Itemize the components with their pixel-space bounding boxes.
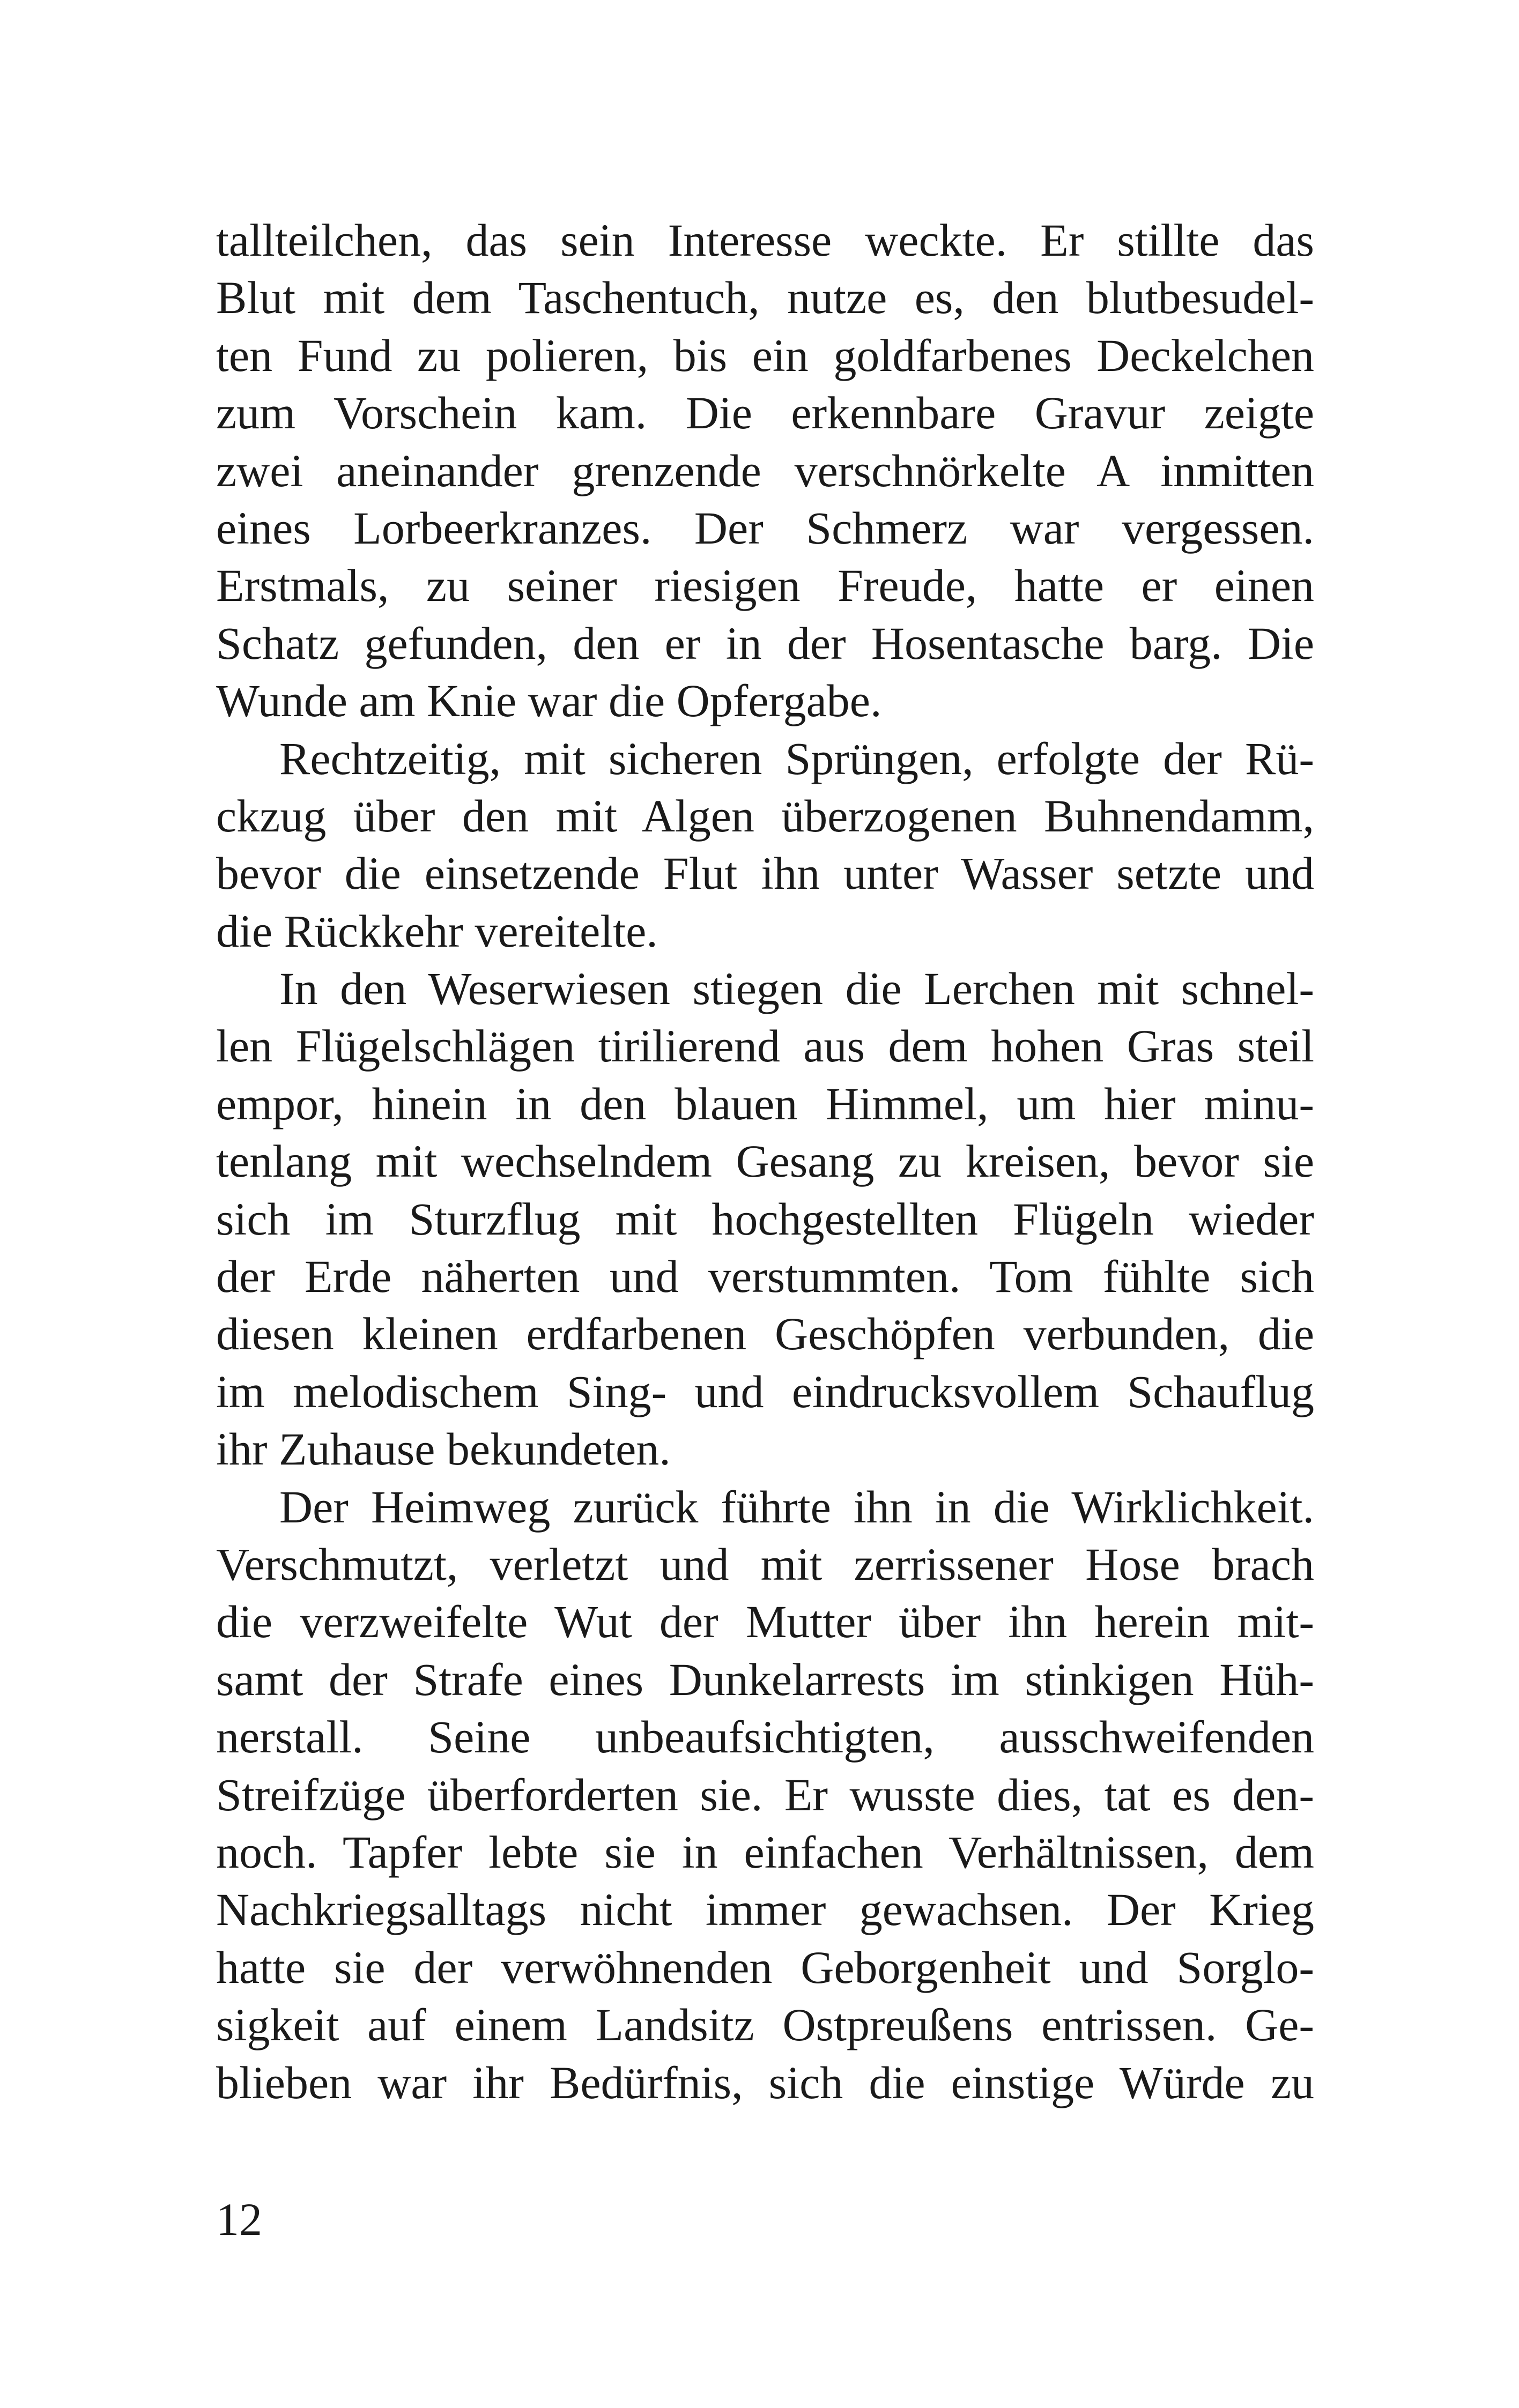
- text-line: Der Heimweg zurück führte ihn in die Wirklichkeit.: [279, 1481, 1314, 1533]
- text-line: Blut mit dem Taschentuch, nutze es, den blutbesudel-: [216, 272, 1314, 324]
- text-line: Rechtzeitig, mit sicheren Sprüngen, erfolgte der Rü-: [279, 732, 1314, 784]
- text-line: empor, hinein in den blauen Himmel, um hier minu-: [216, 1077, 1314, 1129]
- text-line: tallteilchen, das sein Interesse weckte. Er stillte das: [216, 214, 1314, 266]
- text-line: len Flügelschlägen tirilierend aus dem hohen Gras steil: [216, 1020, 1314, 1072]
- text-line: In den Weserwiesen stiegen die Lerchen mit schnel-: [279, 963, 1314, 1015]
- text-line: im melodischem Sing- und eindrucksvollem Schauflug: [216, 1365, 1314, 1417]
- text-line: zum Vorschein kam. Die erkennbare Gravur zeigte: [216, 387, 1314, 439]
- page-number: 12: [216, 2194, 262, 2245]
- text-line: hatte sie der verwöhnenden Geborgenheit und Sorglo-: [216, 1941, 1314, 1993]
- text-line: samt der Strafe eines Dunkelarrests im stinkigen Hüh-: [216, 1653, 1314, 1705]
- text-line: Schatz gefunden, den er in der Hosentasche barg. Die: [216, 617, 1314, 669]
- text-line: Erstmals, zu seiner riesigen Freude, hatte er einen: [216, 560, 1314, 612]
- text-line: die verzweifelte Wut der Mutter über ihn herein mit-: [216, 1596, 1314, 1648]
- text-line: Verschmutzt, verletzt und mit zerrissener Hose brach: [216, 1538, 1314, 1590]
- text-line: ckzug über den mit Algen überzogenen Buhnendamm,: [216, 790, 1314, 842]
- text-line: ten Fund zu polieren, bis ein goldfarbenes Deckelchen: [216, 329, 1314, 381]
- text-line: eines Lorbeerkranzes. Der Schmerz war vergessen.: [216, 502, 1314, 554]
- body-text: [216, 212, 1314, 2112]
- text-line: der Erde näherten und verstummten. Tom fühlte sich: [216, 1251, 1314, 1303]
- text-line: zwei aneinander grenzende verschnörkelte A inmitten: [216, 444, 1314, 496]
- text-line: blieben war ihr Bedürfnis, sich die einstige Würde zu: [216, 2056, 1314, 2108]
- paragraph: [216, 960, 1314, 1478]
- text-line: Nachkriegsalltags nicht immer gewachsen. Der Krieg: [216, 1884, 1314, 1936]
- text-line: bevor die einsetzende Flut ihn unter Wasser setzte und: [216, 848, 1314, 900]
- paragraph: [216, 1478, 1314, 2112]
- text-line: tenlang mit wechselndem Gesang zu kreisen, bevor sie: [216, 1135, 1314, 1187]
- text-line: noch. Tapfer lebte sie in einfachen Verhältnissen, dem: [216, 1826, 1314, 1878]
- text-line: sich im Sturzflug mit hochgestellten Flügeln wieder: [216, 1193, 1314, 1245]
- text-line: ihr Zuhause bekundeten.: [216, 1423, 671, 1475]
- text-line: die Rückkehr vereitelte.: [216, 905, 658, 957]
- text-line: nerstall. Seine unbeaufsichtigten, ausschweifenden: [216, 1711, 1314, 1763]
- text-line: diesen kleinen erdfarbenen Geschöpfen verbunden, die: [216, 1308, 1314, 1360]
- text-line: sigkeit auf einem Landsitz Ostpreußens entrissen. Ge-: [216, 1999, 1314, 2051]
- paragraph: [216, 730, 1314, 961]
- text-line: Wunde am Knie war die Opfergabe.: [216, 675, 882, 727]
- paragraph: [216, 212, 1314, 730]
- text-line: Streifzüge überforderten sie. Er wusste dies, tat es den-: [216, 1768, 1314, 1820]
